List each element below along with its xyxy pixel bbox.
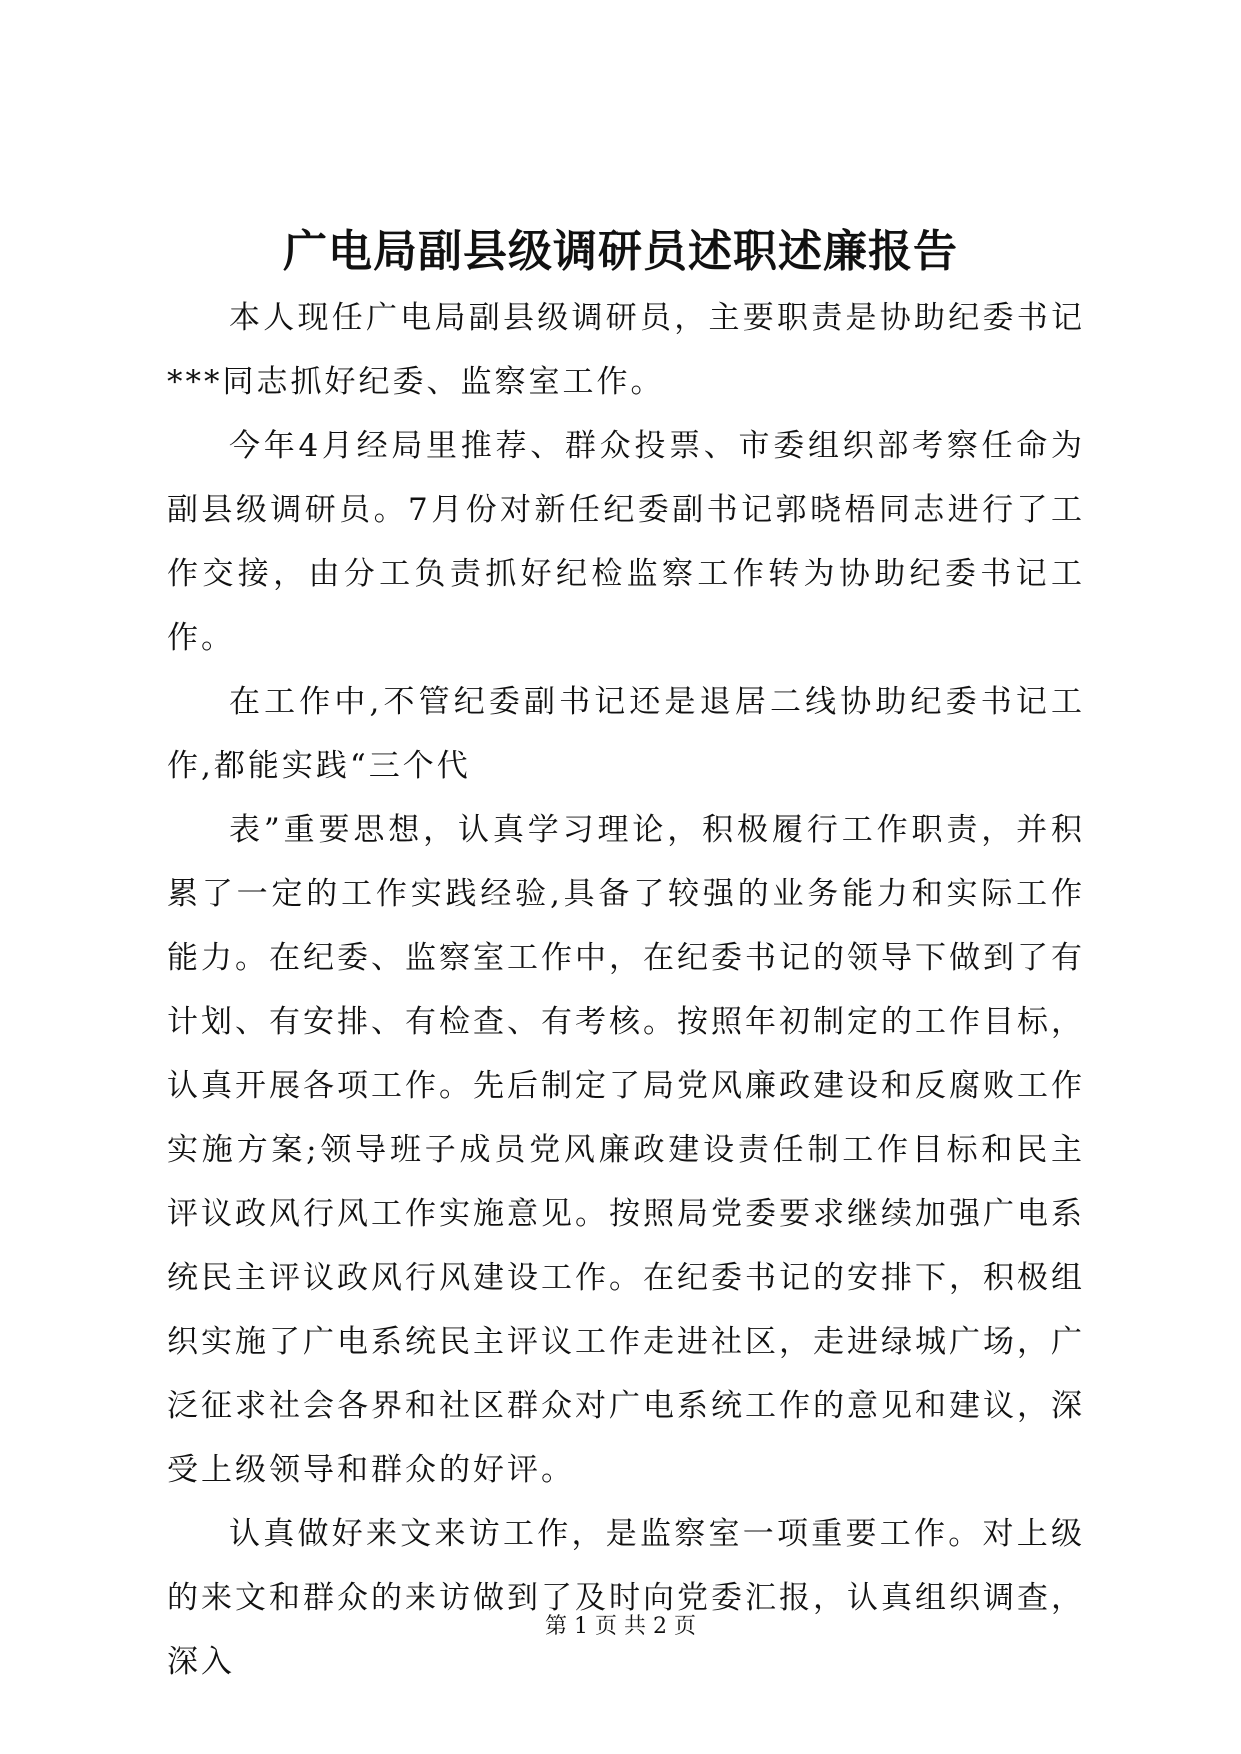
paragraph-1: 本人现任广电局副县级调研员，主要职责是协助纪委书记***同志抓好纪委、监察室工作。 bbox=[167, 300, 1085, 400]
document-title: 广电局副县级调研员述职述廉报告 bbox=[283, 226, 958, 277]
page-number-footer: 第 1 页 共 2 页 bbox=[545, 1614, 696, 1639]
paragraph-4: 表”重要思想，认真学习理论，积极履行工作职责，并积累了一定的工作实践经验,具备了较强的业务能力和实际工作能力。在纪委、监察室工作中，在纪委书记的领导下做到了有计划、有安排、有检查、有考核。按照年初制定的工作目标，认真开展各项工作。先后制定了局党风廉政建设和反腐败工作实施方案;领导班子成员党风廉政建设责任制工作目标和民主评议政风行风工作实施意见。按照局党委要求继续加强广电系统民主评议政风行风建设工作。在纪委书记的安排下，积极组织实施了广电系统民主评议工作走进社区，走进绿城广场，广泛征求社会各界和社区群众对广电系统工作的意见和建议，深受上级领导和群众的好评。 bbox=[167, 812, 1085, 1488]
paragraph-3: 在工作中,不管纪委副书记还是退居二线协助纪委书记工作,都能实践“三个代 bbox=[167, 684, 1085, 784]
paragraph-5: 认真做好来文来访工作，是监察室一项重要工作。对上级的来文和群众的来访做到了及时向党委汇报，认真组织调查，深入 bbox=[167, 1516, 1085, 1680]
paragraph-2: 今年4月经局里推荐、群众投票、市委组织部考察任命为副县级调研员。7月份对新任纪委副书记郭晓梧同志进行了工作交接，由分工负责抓好纪检监察工作转为协助纪委书记工作。 bbox=[167, 428, 1085, 656]
document-body bbox=[167, 286, 1085, 1694]
